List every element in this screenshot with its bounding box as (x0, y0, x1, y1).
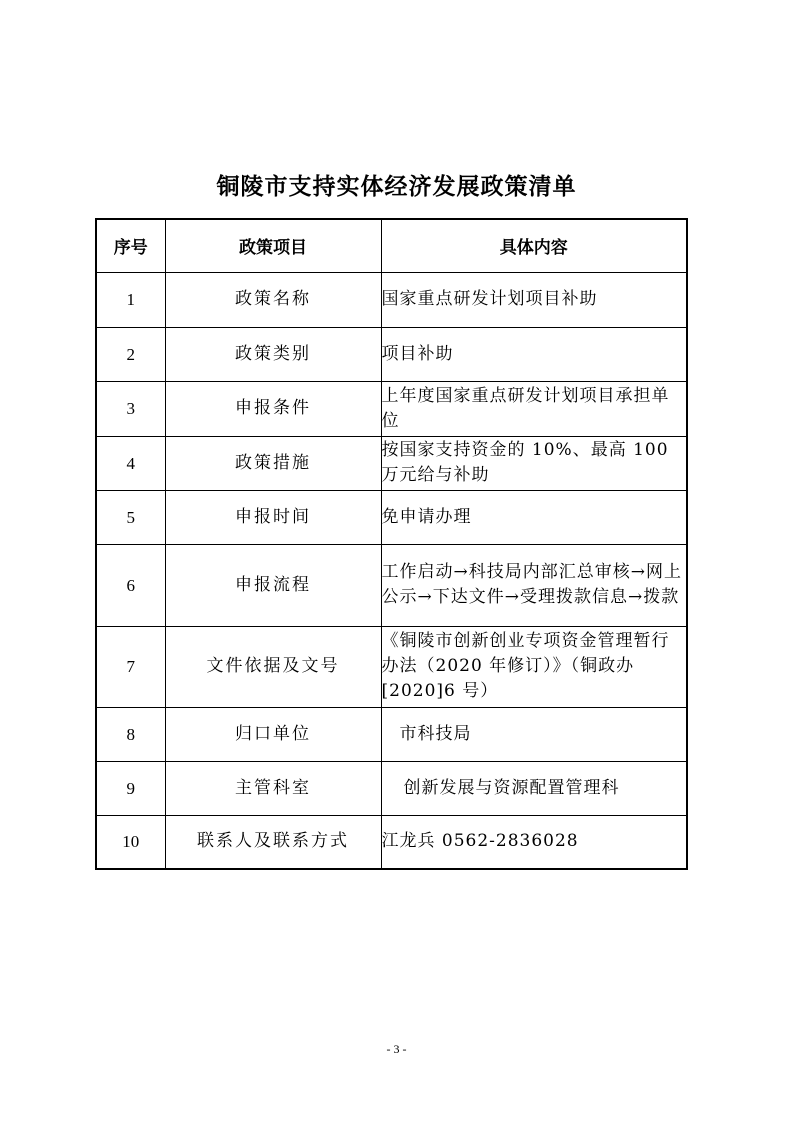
row-item: 文件依据及文号 (165, 626, 381, 707)
row-item: 归口单位 (165, 707, 381, 761)
row-index: 1 (96, 272, 165, 327)
page-title: 铜陵市支持实体经济发展政策清单 (216, 174, 577, 200)
row-content: 创新发展与资源配置管理科 (381, 761, 687, 815)
row-content: 江龙兵 0562-2836028 (381, 815, 687, 869)
row-content: 按国家支持资金的 10%、最高 100 万元给与补助 (381, 436, 687, 490)
row-content: 市科技局 (381, 707, 687, 761)
row-index: 6 (96, 544, 165, 626)
row-index: 8 (96, 707, 165, 761)
header-content: 具体内容 (381, 219, 687, 272)
row-content: 免申请办理 (381, 490, 687, 544)
row-index: 10 (96, 815, 165, 869)
table-row (96, 381, 687, 436)
row-item: 申报流程 (165, 544, 381, 626)
header-item: 政策项目 (165, 219, 381, 272)
row-index: 7 (96, 626, 165, 707)
row-index: 2 (96, 327, 165, 381)
table-row (96, 544, 687, 626)
row-item: 申报条件 (165, 381, 381, 436)
row-item: 联系人及联系方式 (165, 815, 381, 869)
table-row (96, 707, 687, 761)
table-row (96, 272, 687, 327)
row-index: 9 (96, 761, 165, 815)
row-item: 主管科室 (165, 761, 381, 815)
row-content: 上年度国家重点研发计划项目承担单位 (381, 381, 687, 436)
table-row (96, 626, 687, 707)
table-row (96, 761, 687, 815)
header-index: 序号 (96, 219, 165, 272)
row-item: 申报时间 (165, 490, 381, 544)
table-row (96, 327, 687, 381)
row-content: 《铜陵市创新创业专项资金管理暂行办法（2020 年修订）》（铜政办[2020]6 号） (381, 626, 687, 707)
table-row (96, 436, 687, 490)
row-index: 5 (96, 490, 165, 544)
policy-table (95, 218, 688, 870)
table-row (96, 490, 687, 544)
table-row (96, 815, 687, 869)
page-number: - 3 - (386, 1042, 407, 1056)
row-index: 4 (96, 436, 165, 490)
row-content: 工作启动→科技局内部汇总审核→网上公示→下达文件→受理拨款信息→拨款 (381, 544, 687, 626)
row-item: 政策名称 (165, 272, 381, 327)
table-header-row (96, 219, 687, 272)
row-index: 3 (96, 381, 165, 436)
row-content: 项目补助 (381, 327, 687, 381)
row-item: 政策措施 (165, 436, 381, 490)
row-content: 国家重点研发计划项目补助 (381, 272, 687, 327)
row-item: 政策类别 (165, 327, 381, 381)
